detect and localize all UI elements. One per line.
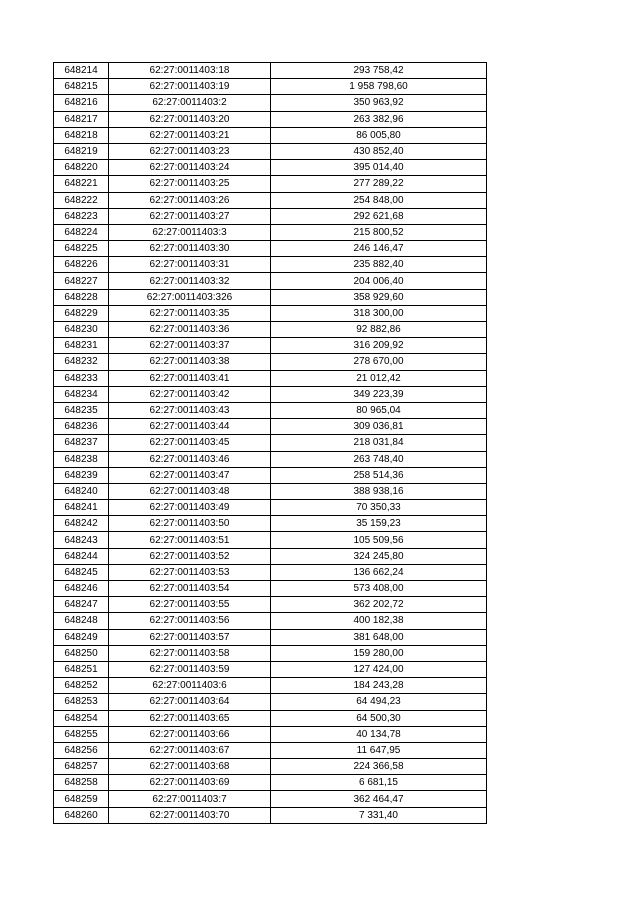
cadastral-value-cell: 7 331,40 bbox=[271, 807, 487, 823]
cadastral-number-cell: 62:27:0011403:49 bbox=[109, 500, 271, 516]
cadastral-number-cell: 62:27:0011403:50 bbox=[109, 516, 271, 532]
cadastral-value-cell: 92 882,86 bbox=[271, 322, 487, 338]
table-row bbox=[54, 241, 487, 257]
cadastral-number-cell: 62:27:0011403:18 bbox=[109, 63, 271, 79]
cadastral-number-cell: 62:27:0011403:58 bbox=[109, 645, 271, 661]
row-number-cell: 648253 bbox=[54, 694, 109, 710]
table-row bbox=[54, 176, 487, 192]
cadastre-value-table bbox=[53, 62, 487, 824]
cadastral-number-cell: 62:27:0011403:55 bbox=[109, 597, 271, 613]
table-row bbox=[54, 305, 487, 321]
table-row bbox=[54, 451, 487, 467]
cadastral-number-cell: 62:27:0011403:47 bbox=[109, 467, 271, 483]
cadastral-value-cell: 254 848,00 bbox=[271, 192, 487, 208]
row-number-cell: 648214 bbox=[54, 63, 109, 79]
cadastral-number-cell: 62:27:0011403:7 bbox=[109, 791, 271, 807]
table-row bbox=[54, 500, 487, 516]
table-row bbox=[54, 289, 487, 305]
table-row bbox=[54, 548, 487, 564]
table-row bbox=[54, 532, 487, 548]
row-number-cell: 648252 bbox=[54, 678, 109, 694]
cadastral-number-cell: 62:27:0011403:51 bbox=[109, 532, 271, 548]
cadastral-value-cell: 11 647,95 bbox=[271, 742, 487, 758]
cadastral-number-cell: 62:27:0011403:43 bbox=[109, 402, 271, 418]
cadastral-number-cell: 62:27:0011403:38 bbox=[109, 354, 271, 370]
cadastral-number-cell: 62:27:0011403:36 bbox=[109, 322, 271, 338]
row-number-cell: 648233 bbox=[54, 370, 109, 386]
row-number-cell: 648237 bbox=[54, 435, 109, 451]
cadastral-number-cell: 62:27:0011403:44 bbox=[109, 419, 271, 435]
cadastral-number-cell: 62:27:0011403:45 bbox=[109, 435, 271, 451]
row-number-cell: 648230 bbox=[54, 322, 109, 338]
row-number-cell: 648236 bbox=[54, 419, 109, 435]
cadastral-number-cell: 62:27:0011403:52 bbox=[109, 548, 271, 564]
cadastral-value-cell: 309 036,81 bbox=[271, 419, 487, 435]
table-row bbox=[54, 791, 487, 807]
cadastral-value-cell: 318 300,00 bbox=[271, 305, 487, 321]
cadastral-value-cell: 136 662,24 bbox=[271, 564, 487, 580]
cadastral-number-cell: 62:27:0011403:23 bbox=[109, 143, 271, 159]
cadastral-value-cell: 235 882,40 bbox=[271, 257, 487, 273]
table-row bbox=[54, 775, 487, 791]
row-number-cell: 648259 bbox=[54, 791, 109, 807]
cadastral-value-cell: 293 758,42 bbox=[271, 63, 487, 79]
row-number-cell: 648239 bbox=[54, 467, 109, 483]
cadastral-value-cell: 278 670,00 bbox=[271, 354, 487, 370]
row-number-cell: 648234 bbox=[54, 386, 109, 402]
cadastral-number-cell: 62:27:0011403:56 bbox=[109, 613, 271, 629]
row-number-cell: 648249 bbox=[54, 629, 109, 645]
table-row bbox=[54, 726, 487, 742]
row-number-cell: 648260 bbox=[54, 807, 109, 823]
cadastral-number-cell: 62:27:0011403:53 bbox=[109, 564, 271, 580]
row-number-cell: 648245 bbox=[54, 564, 109, 580]
row-number-cell: 648247 bbox=[54, 597, 109, 613]
table-row bbox=[54, 678, 487, 694]
cadastral-number-cell: 62:27:0011403:42 bbox=[109, 386, 271, 402]
table-row bbox=[54, 386, 487, 402]
row-number-cell: 648231 bbox=[54, 338, 109, 354]
row-number-cell: 648243 bbox=[54, 532, 109, 548]
table-row bbox=[54, 224, 487, 240]
cadastral-value-cell: 263 748,40 bbox=[271, 451, 487, 467]
cadastral-value-cell: 430 852,40 bbox=[271, 143, 487, 159]
row-number-cell: 648241 bbox=[54, 500, 109, 516]
cadastral-number-cell: 62:27:0011403:27 bbox=[109, 208, 271, 224]
cadastral-value-cell: 35 159,23 bbox=[271, 516, 487, 532]
cadastral-value-cell: 349 223,39 bbox=[271, 386, 487, 402]
table-row bbox=[54, 710, 487, 726]
cadastral-number-cell: 62:27:0011403:20 bbox=[109, 111, 271, 127]
table-row bbox=[54, 127, 487, 143]
row-number-cell: 648257 bbox=[54, 759, 109, 775]
table-row bbox=[54, 613, 487, 629]
row-number-cell: 648225 bbox=[54, 241, 109, 257]
cadastral-value-cell: 204 006,40 bbox=[271, 273, 487, 289]
cadastral-number-cell: 62:27:0011403:54 bbox=[109, 581, 271, 597]
table-row bbox=[54, 581, 487, 597]
cadastral-value-cell: 127 424,00 bbox=[271, 661, 487, 677]
cadastral-value-cell: 21 012,42 bbox=[271, 370, 487, 386]
cadastral-number-cell: 62:27:0011403:19 bbox=[109, 79, 271, 95]
row-number-cell: 648229 bbox=[54, 305, 109, 321]
cadastral-value-cell: 324 245,80 bbox=[271, 548, 487, 564]
cadastral-number-cell: 62:27:0011403:30 bbox=[109, 241, 271, 257]
table-row bbox=[54, 645, 487, 661]
cadastral-value-cell: 292 621,68 bbox=[271, 208, 487, 224]
table-row bbox=[54, 79, 487, 95]
cadastral-number-cell: 62:27:0011403:2 bbox=[109, 95, 271, 111]
cadastral-value-cell: 358 929,60 bbox=[271, 289, 487, 305]
cadastral-value-cell: 263 382,96 bbox=[271, 111, 487, 127]
cadastral-value-cell: 159 280,00 bbox=[271, 645, 487, 661]
row-number-cell: 648254 bbox=[54, 710, 109, 726]
row-number-cell: 648224 bbox=[54, 224, 109, 240]
cadastral-number-cell: 62:27:0011403:65 bbox=[109, 710, 271, 726]
row-number-cell: 648215 bbox=[54, 79, 109, 95]
cadastral-value-cell: 64 500,30 bbox=[271, 710, 487, 726]
table-row bbox=[54, 597, 487, 613]
cadastral-number-cell: 62:27:0011403:32 bbox=[109, 273, 271, 289]
table-row bbox=[54, 322, 487, 338]
row-number-cell: 648216 bbox=[54, 95, 109, 111]
table-row bbox=[54, 192, 487, 208]
cadastral-number-cell: 62:27:0011403:26 bbox=[109, 192, 271, 208]
cadastral-value-cell: 86 005,80 bbox=[271, 127, 487, 143]
table-row bbox=[54, 694, 487, 710]
cadastral-number-cell: 62:27:0011403:70 bbox=[109, 807, 271, 823]
cadastral-value-cell: 215 800,52 bbox=[271, 224, 487, 240]
cadastral-value-cell: 184 243,28 bbox=[271, 678, 487, 694]
cadastral-value-cell: 381 648,00 bbox=[271, 629, 487, 645]
table-row bbox=[54, 160, 487, 176]
table-row bbox=[54, 516, 487, 532]
cadastral-number-cell: 62:27:0011403:6 bbox=[109, 678, 271, 694]
cadastral-number-cell: 62:27:0011403:69 bbox=[109, 775, 271, 791]
row-number-cell: 648223 bbox=[54, 208, 109, 224]
row-number-cell: 648244 bbox=[54, 548, 109, 564]
cadastral-value-cell: 400 182,38 bbox=[271, 613, 487, 629]
row-number-cell: 648256 bbox=[54, 742, 109, 758]
table-row bbox=[54, 143, 487, 159]
cadastral-value-cell: 70 350,33 bbox=[271, 500, 487, 516]
cadastral-value-cell: 64 494,23 bbox=[271, 694, 487, 710]
cadastral-value-cell: 105 509,56 bbox=[271, 532, 487, 548]
row-number-cell: 648258 bbox=[54, 775, 109, 791]
cadastral-value-cell: 362 202,72 bbox=[271, 597, 487, 613]
table-row bbox=[54, 759, 487, 775]
cadastral-value-cell: 246 146,47 bbox=[271, 241, 487, 257]
cadastral-value-cell: 277 289,22 bbox=[271, 176, 487, 192]
table-row bbox=[54, 63, 487, 79]
table-row bbox=[54, 273, 487, 289]
table-row bbox=[54, 354, 487, 370]
table-row bbox=[54, 629, 487, 645]
row-number-cell: 648250 bbox=[54, 645, 109, 661]
row-number-cell: 648251 bbox=[54, 661, 109, 677]
cadastral-value-cell: 218 031,84 bbox=[271, 435, 487, 451]
cadastral-value-cell: 1 958 798,60 bbox=[271, 79, 487, 95]
cadastral-value-cell: 224 366,58 bbox=[271, 759, 487, 775]
cadastral-value-cell: 362 464,47 bbox=[271, 791, 487, 807]
cadastral-number-cell: 62:27:0011403:24 bbox=[109, 160, 271, 176]
table-row bbox=[54, 435, 487, 451]
cadastral-value-cell: 350 963,92 bbox=[271, 95, 487, 111]
row-number-cell: 648217 bbox=[54, 111, 109, 127]
row-number-cell: 648238 bbox=[54, 451, 109, 467]
table-row bbox=[54, 370, 487, 386]
row-number-cell: 648222 bbox=[54, 192, 109, 208]
cadastral-number-cell: 62:27:0011403:48 bbox=[109, 483, 271, 499]
table-row bbox=[54, 807, 487, 823]
cadastral-value-cell: 6 681,15 bbox=[271, 775, 487, 791]
table-row bbox=[54, 338, 487, 354]
cadastral-number-cell: 62:27:0011403:46 bbox=[109, 451, 271, 467]
table-row bbox=[54, 402, 487, 418]
table-row bbox=[54, 483, 487, 499]
cadastral-value-cell: 40 134,78 bbox=[271, 726, 487, 742]
cadastral-value-cell: 388 938,16 bbox=[271, 483, 487, 499]
row-number-cell: 648226 bbox=[54, 257, 109, 273]
row-number-cell: 648246 bbox=[54, 581, 109, 597]
table-row bbox=[54, 257, 487, 273]
cadastral-number-cell: 62:27:0011403:41 bbox=[109, 370, 271, 386]
table-row bbox=[54, 467, 487, 483]
row-number-cell: 648219 bbox=[54, 143, 109, 159]
table-row bbox=[54, 111, 487, 127]
row-number-cell: 648220 bbox=[54, 160, 109, 176]
table-row bbox=[54, 419, 487, 435]
row-number-cell: 648227 bbox=[54, 273, 109, 289]
cadastral-value-cell: 258 514,36 bbox=[271, 467, 487, 483]
cadastral-number-cell: 62:27:0011403:64 bbox=[109, 694, 271, 710]
cadastral-number-cell: 62:27:0011403:31 bbox=[109, 257, 271, 273]
cadastral-value-cell: 80 965,04 bbox=[271, 402, 487, 418]
row-number-cell: 648240 bbox=[54, 483, 109, 499]
cadastral-number-cell: 62:27:0011403:3 bbox=[109, 224, 271, 240]
row-number-cell: 648255 bbox=[54, 726, 109, 742]
table-row bbox=[54, 95, 487, 111]
cadastral-number-cell: 62:27:0011403:37 bbox=[109, 338, 271, 354]
cadastral-number-cell: 62:27:0011403:35 bbox=[109, 305, 271, 321]
cadastral-number-cell: 62:27:0011403:59 bbox=[109, 661, 271, 677]
cadastral-number-cell: 62:27:0011403:21 bbox=[109, 127, 271, 143]
row-number-cell: 648218 bbox=[54, 127, 109, 143]
cadastral-value-cell: 395 014,40 bbox=[271, 160, 487, 176]
table-body bbox=[54, 63, 487, 824]
cadastral-number-cell: 62:27:0011403:68 bbox=[109, 759, 271, 775]
table-row bbox=[54, 742, 487, 758]
row-number-cell: 648242 bbox=[54, 516, 109, 532]
cadastral-number-cell: 62:27:0011403:67 bbox=[109, 742, 271, 758]
cadastral-number-cell: 62:27:0011403:66 bbox=[109, 726, 271, 742]
cadastral-number-cell: 62:27:0011403:326 bbox=[109, 289, 271, 305]
cadastral-number-cell: 62:27:0011403:57 bbox=[109, 629, 271, 645]
row-number-cell: 648248 bbox=[54, 613, 109, 629]
cadastral-value-cell: 316 209,92 bbox=[271, 338, 487, 354]
row-number-cell: 648235 bbox=[54, 402, 109, 418]
cadastral-number-cell: 62:27:0011403:25 bbox=[109, 176, 271, 192]
cadastral-value-cell: 573 408,00 bbox=[271, 581, 487, 597]
row-number-cell: 648221 bbox=[54, 176, 109, 192]
table-row bbox=[54, 564, 487, 580]
row-number-cell: 648232 bbox=[54, 354, 109, 370]
table-row bbox=[54, 208, 487, 224]
row-number-cell: 648228 bbox=[54, 289, 109, 305]
table-row bbox=[54, 661, 487, 677]
